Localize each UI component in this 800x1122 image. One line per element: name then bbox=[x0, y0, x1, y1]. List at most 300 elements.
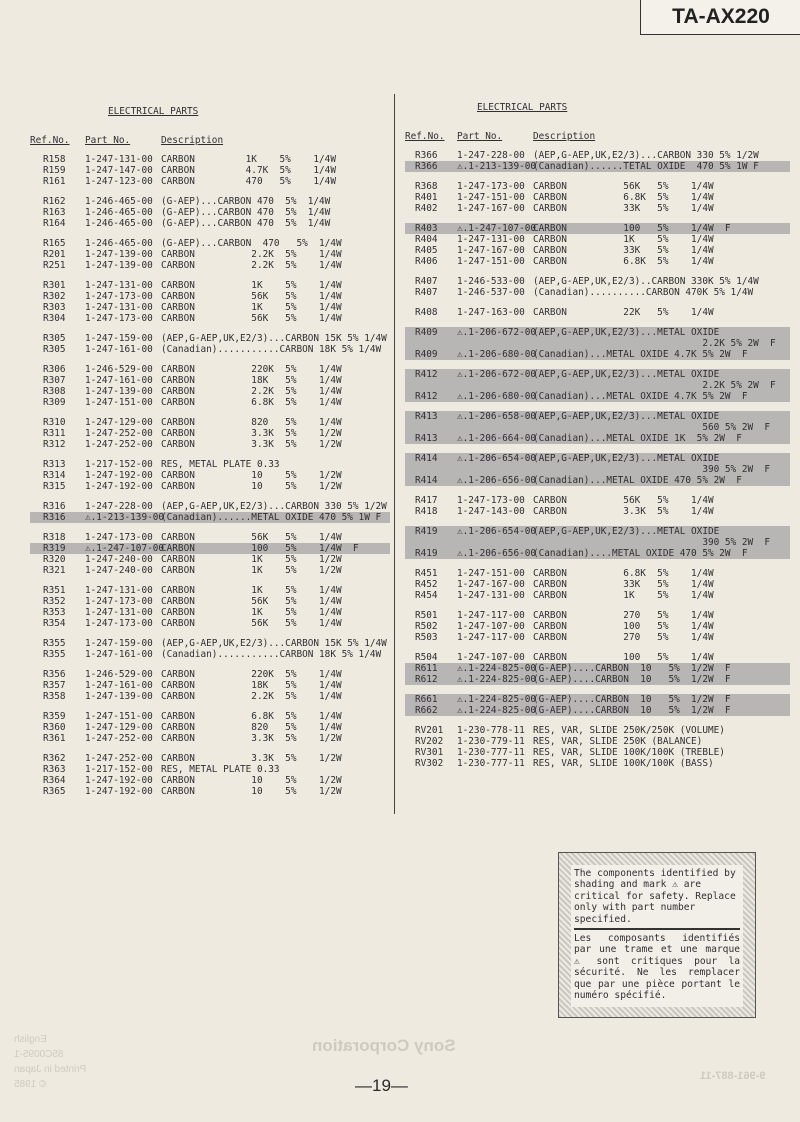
left-parts-column bbox=[30, 106, 390, 806]
parts-row bbox=[30, 501, 390, 512]
parts-row bbox=[30, 532, 390, 543]
part-number: 1-247-151-00 bbox=[85, 711, 153, 722]
part-description: CARBON 820 5% 1/4W bbox=[161, 722, 342, 733]
parts-row bbox=[405, 411, 790, 433]
part-number: 1-247-161-00 bbox=[85, 344, 153, 355]
parts-group bbox=[30, 333, 390, 355]
header-ref: Ref.No. bbox=[30, 135, 70, 146]
part-number: 1-247-167-00 bbox=[457, 579, 525, 590]
parts-row bbox=[405, 433, 790, 444]
parts-row bbox=[30, 280, 390, 291]
ref-number: R363 bbox=[43, 764, 66, 775]
ref-number: R352 bbox=[43, 596, 66, 607]
parts-row bbox=[405, 663, 790, 674]
parts-group bbox=[30, 753, 390, 797]
ref-number: RV202 bbox=[415, 736, 444, 747]
parts-row bbox=[30, 397, 390, 408]
ref-number: R503 bbox=[415, 632, 438, 643]
part-number: 1-247-240-00 bbox=[85, 554, 153, 565]
ref-number: R502 bbox=[415, 621, 438, 632]
part-description: CARBON 10 5% 1/2W bbox=[161, 775, 342, 786]
part-description: CARBON 22K 5% 1/4W bbox=[533, 307, 714, 318]
part-number: 1-247-173-00 bbox=[85, 618, 153, 629]
part-number: 1-247-131-00 bbox=[457, 234, 525, 245]
part-description: CARBON 2.2K 5% 1/4W bbox=[161, 386, 342, 397]
parts-row bbox=[30, 607, 390, 618]
bleed-through-printed: Printed in Japan bbox=[14, 1064, 87, 1075]
ref-number: R305 bbox=[43, 344, 66, 355]
part-description: CARBON 56K 5% 1/4W bbox=[161, 313, 342, 324]
part-description: RES, VAR, SLIDE 250K/250K (VOLUME) bbox=[533, 725, 725, 736]
ref-number: R312 bbox=[43, 439, 66, 450]
parts-row bbox=[30, 543, 390, 554]
parts-group bbox=[30, 501, 390, 523]
part-description: (Canadian)......TETAL OXIDE 470 5% 1W F bbox=[533, 161, 759, 172]
ref-number: R362 bbox=[43, 753, 66, 764]
ref-number: R162 bbox=[43, 196, 66, 207]
section-title: ELECTRICAL PARTS bbox=[477, 102, 568, 113]
safety-notice-english: The components identified by shading and mark ⚠ are critical for safety. Replace only with part number specified. bbox=[574, 868, 736, 925]
parts-row bbox=[30, 596, 390, 607]
ref-number: R308 bbox=[43, 386, 66, 397]
part-number: ⚠.1-224-825-00 bbox=[457, 663, 537, 674]
parts-group bbox=[30, 638, 390, 660]
ref-number: R356 bbox=[43, 669, 66, 680]
parts-row bbox=[30, 249, 390, 260]
part-number: 1-246-529-00 bbox=[85, 669, 153, 680]
ref-number: R159 bbox=[43, 165, 66, 176]
part-description: RES, METAL PLATE 0.33 bbox=[161, 764, 280, 775]
part-description: (AEP,G-AEP,UK,E2/3)...METAL OXIDE 390 5% 2W F bbox=[533, 526, 771, 548]
table-header bbox=[405, 131, 790, 142]
part-description: CARBON 100 5% 1/4W F bbox=[161, 543, 359, 554]
part-number: ⚠.1-224-825-00 bbox=[457, 674, 537, 685]
parts-row bbox=[30, 439, 390, 450]
ref-number: R504 bbox=[415, 652, 438, 663]
part-description: CARBON 10 5% 1/2W bbox=[161, 786, 342, 797]
parts-row bbox=[30, 764, 390, 775]
part-number: 1-246-533-00 bbox=[457, 276, 525, 287]
parts-group bbox=[405, 568, 790, 601]
parts-row bbox=[30, 481, 390, 492]
ref-number: R454 bbox=[415, 590, 438, 601]
part-number: 1-247-192-00 bbox=[85, 786, 153, 797]
part-number: 1-247-131-00 bbox=[85, 585, 153, 596]
ref-number: R413 bbox=[415, 411, 438, 422]
part-description: CARBON 470 5% 1/4W bbox=[161, 176, 336, 187]
parts-row bbox=[405, 725, 790, 736]
ref-number: R409 bbox=[415, 349, 438, 360]
ref-number: R201 bbox=[43, 249, 66, 260]
part-number: 1-247-240-00 bbox=[85, 565, 153, 576]
ref-number: R358 bbox=[43, 691, 66, 702]
parts-row bbox=[30, 554, 390, 565]
ref-number: R163 bbox=[43, 207, 66, 218]
part-description: CARBON 100 5% 1/4W bbox=[533, 652, 714, 663]
part-description: RES, VAR, SLIDE 250K (BALANCE) bbox=[533, 736, 703, 747]
parts-row bbox=[30, 711, 390, 722]
part-number: 1-247-252-00 bbox=[85, 753, 153, 764]
part-number: 1-247-131-00 bbox=[457, 590, 525, 601]
part-description: CARBON 1K 5% 1/4W bbox=[161, 302, 342, 313]
ref-number: RV302 bbox=[415, 758, 444, 769]
part-description: CARBON 6.8K 5% 1/4W bbox=[533, 256, 714, 267]
parts-row bbox=[405, 705, 790, 716]
ref-number: R316 bbox=[43, 501, 66, 512]
safety-notice-french: Les composants identifiés par une trame et une marque ⚠ sont critiques pour la sécurité. Ne les remplacer que par une pièce portant le numéro spécifié. bbox=[574, 928, 740, 1001]
part-number: 1-247-252-00 bbox=[85, 428, 153, 439]
bleed-through-lang: English bbox=[14, 1034, 47, 1045]
part-description: CARBON 1K 5% 1/2W bbox=[161, 554, 342, 565]
ref-number: R414 bbox=[415, 475, 438, 486]
ref-number: R365 bbox=[43, 786, 66, 797]
parts-row bbox=[30, 680, 390, 691]
ref-number: R302 bbox=[43, 291, 66, 302]
parts-row bbox=[30, 638, 390, 649]
part-number: 1-247-228-00 bbox=[85, 501, 153, 512]
parts-row bbox=[405, 349, 790, 360]
ref-number: R417 bbox=[415, 495, 438, 506]
parts-row bbox=[405, 694, 790, 705]
part-description: CARBON 270 5% 1/4W bbox=[533, 632, 714, 643]
ref-number: R314 bbox=[43, 470, 66, 481]
part-number: ⚠.1-206-680-00 bbox=[457, 391, 537, 402]
part-description: CARBON 3.3K 5% 1/2W bbox=[161, 753, 342, 764]
part-description: (Canadian)...........CARBON 18K 5% 1/4W bbox=[161, 649, 382, 660]
part-number: ⚠.1-213-139-00 bbox=[85, 512, 165, 523]
parts-row bbox=[30, 459, 390, 470]
part-number: 1-246-529-00 bbox=[85, 364, 153, 375]
part-number: ⚠.1-206-654-00 bbox=[457, 526, 537, 537]
part-number: 1-217-152-00 bbox=[85, 459, 153, 470]
table-header bbox=[30, 135, 390, 146]
part-number: 1-247-139-00 bbox=[85, 691, 153, 702]
ref-number: R361 bbox=[43, 733, 66, 744]
parts-group bbox=[30, 532, 390, 576]
ref-number: R407 bbox=[415, 287, 438, 298]
part-number: 1-247-139-00 bbox=[85, 386, 153, 397]
parts-row bbox=[405, 610, 790, 621]
part-number: 1-247-173-00 bbox=[457, 495, 525, 506]
parts-row bbox=[30, 260, 390, 271]
part-number: 1-247-117-00 bbox=[457, 610, 525, 621]
part-description: CARBON 1K 5% 1/4W bbox=[161, 280, 342, 291]
part-description: CARBON 33K 5% 1/4W bbox=[533, 579, 714, 590]
ref-number: R412 bbox=[415, 391, 438, 402]
part-description: CARBON 56K 5% 1/4W bbox=[533, 495, 714, 506]
ref-number: R305 bbox=[43, 333, 66, 344]
ref-number: R316 bbox=[43, 512, 66, 523]
parts-group bbox=[30, 459, 390, 492]
part-description: (AEP,G-AEP,UK,E2/3)...METAL OXIDE 560 5% 2W F bbox=[533, 411, 771, 433]
parts-row bbox=[405, 161, 790, 172]
part-number: 1-247-131-00 bbox=[85, 154, 153, 165]
ref-number: RV301 bbox=[415, 747, 444, 758]
parts-row bbox=[30, 512, 390, 523]
safety-notice-body bbox=[571, 865, 743, 1007]
parts-row bbox=[30, 649, 390, 660]
parts-group bbox=[30, 669, 390, 702]
parts-row bbox=[30, 386, 390, 397]
parts-group bbox=[30, 238, 390, 271]
parts-row bbox=[405, 181, 790, 192]
ref-number: R357 bbox=[43, 680, 66, 691]
part-description: CARBON 2.2K 5% 1/4W bbox=[161, 260, 342, 271]
part-number: 1-247-117-00 bbox=[457, 632, 525, 643]
part-description: CARBON 2.2K 5% 1/4W bbox=[161, 249, 342, 260]
ref-number: R319 bbox=[43, 543, 66, 554]
part-description: (Canadian)..........CARBON 470K 5% 1/4W bbox=[533, 287, 754, 298]
parts-group bbox=[405, 223, 790, 267]
part-number: 1-247-192-00 bbox=[85, 470, 153, 481]
part-number: 1-247-159-00 bbox=[85, 638, 153, 649]
parts-row bbox=[30, 722, 390, 733]
part-number: 1-247-167-00 bbox=[457, 245, 525, 256]
parts-row bbox=[405, 652, 790, 663]
part-description: CARBON 1K 5% 1/4W bbox=[161, 585, 342, 596]
parts-row bbox=[405, 391, 790, 402]
ref-number: R321 bbox=[43, 565, 66, 576]
parts-row bbox=[30, 364, 390, 375]
part-description: (G-AEP)....CARBON 10 5% 1/2W F bbox=[533, 705, 731, 716]
parts-row bbox=[405, 369, 790, 391]
part-number: 1-247-161-00 bbox=[85, 649, 153, 660]
part-number: 1-246-465-00 bbox=[85, 196, 153, 207]
header-description: Description bbox=[161, 135, 224, 146]
parts-group bbox=[405, 610, 790, 643]
ref-number: R353 bbox=[43, 607, 66, 618]
ref-number: R406 bbox=[415, 256, 438, 267]
parts-row bbox=[405, 245, 790, 256]
part-description: (Canadian)....METAL OXIDE 470 5% 2W F bbox=[533, 548, 748, 559]
part-number: 1-217-152-00 bbox=[85, 764, 153, 775]
ref-number: R407 bbox=[415, 276, 438, 287]
parts-group bbox=[405, 495, 790, 517]
ref-number: R366 bbox=[415, 150, 438, 161]
ref-number: R414 bbox=[415, 453, 438, 464]
part-number: 1-247-129-00 bbox=[85, 417, 153, 428]
parts-row bbox=[30, 565, 390, 576]
part-number: 1-230-778-11 bbox=[457, 725, 525, 736]
part-number: ⚠.1-247-107-00 bbox=[85, 543, 165, 554]
part-number: 1-247-173-00 bbox=[85, 291, 153, 302]
parts-row bbox=[405, 758, 790, 769]
parts-group bbox=[405, 369, 790, 402]
ref-number: R301 bbox=[43, 280, 66, 291]
part-number: 1-247-107-00 bbox=[457, 652, 525, 663]
parts-row bbox=[405, 327, 790, 349]
ref-number: R313 bbox=[43, 459, 66, 470]
part-description: CARBON 3.3K 5% 1/4W bbox=[533, 506, 714, 517]
part-number: 1-247-131-00 bbox=[85, 607, 153, 618]
part-description: CARBON 220K 5% 1/4W bbox=[161, 364, 342, 375]
ref-number: R354 bbox=[43, 618, 66, 629]
part-description: CARBON 3.3K 5% 1/2W bbox=[161, 428, 342, 439]
parts-row bbox=[30, 470, 390, 481]
part-number: ⚠.1-206-656-00 bbox=[457, 548, 537, 559]
part-description: CARBON 820 5% 1/4W bbox=[161, 417, 342, 428]
ref-number: R303 bbox=[43, 302, 66, 313]
parts-row bbox=[30, 218, 390, 229]
part-description: CARBON 18K 5% 1/4W bbox=[161, 375, 342, 386]
header-description: Description bbox=[533, 131, 596, 142]
part-number: 1-230-777-11 bbox=[457, 747, 525, 758]
ref-number: R401 bbox=[415, 192, 438, 203]
parts-row bbox=[405, 307, 790, 318]
parts-row bbox=[30, 333, 390, 344]
part-description: (Canadian)......METAL OXIDE 470 5% 1W F bbox=[161, 512, 382, 523]
parts-group bbox=[30, 364, 390, 408]
part-number: 1-246-465-00 bbox=[85, 218, 153, 229]
ref-number: R368 bbox=[415, 181, 438, 192]
column-divider bbox=[394, 94, 395, 814]
part-number: 1-247-151-00 bbox=[457, 256, 525, 267]
part-description: CARBON 100 5% 1/4W F bbox=[533, 223, 731, 234]
parts-row bbox=[405, 632, 790, 643]
parts-row bbox=[405, 747, 790, 758]
part-description: CARBON 1K 5% 1/2W bbox=[161, 565, 342, 576]
part-description: CARBON 56K 5% 1/4W bbox=[161, 532, 342, 543]
bleed-through-doc-number: 9-961-887-11 bbox=[700, 1070, 766, 1082]
part-description: CARBON 10 5% 1/2W bbox=[161, 481, 342, 492]
part-number: 1-230-779-11 bbox=[457, 736, 525, 747]
parts-row bbox=[30, 417, 390, 428]
part-number: 1-247-161-00 bbox=[85, 375, 153, 386]
ref-number: R661 bbox=[415, 694, 438, 705]
ref-number: R402 bbox=[415, 203, 438, 214]
part-description: CARBON 100 5% 1/4W bbox=[533, 621, 714, 632]
ref-number: R306 bbox=[43, 364, 66, 375]
ref-number: R408 bbox=[415, 307, 438, 318]
part-number: ⚠.1-206-656-00 bbox=[457, 475, 537, 486]
parts-row bbox=[405, 234, 790, 245]
parts-row bbox=[30, 154, 390, 165]
part-description: (Canadian)...........CARBON 18K 5% 1/4W bbox=[161, 344, 382, 355]
parts-row bbox=[30, 618, 390, 629]
part-description: CARBON 220K 5% 1/4W bbox=[161, 669, 342, 680]
parts-group bbox=[405, 725, 790, 769]
ref-number: R304 bbox=[43, 313, 66, 324]
parts-row bbox=[405, 736, 790, 747]
parts-row bbox=[30, 165, 390, 176]
part-number: 1-247-123-00 bbox=[85, 176, 153, 187]
ref-number: R662 bbox=[415, 705, 438, 716]
part-description: CARBON 56K 5% 1/4W bbox=[161, 291, 342, 302]
ref-number: R409 bbox=[415, 327, 438, 338]
part-number: 1-247-147-00 bbox=[85, 165, 153, 176]
part-description: CARBON 56K 5% 1/4W bbox=[533, 181, 714, 192]
part-description: CARBON 6.8K 5% 1/4W bbox=[533, 568, 714, 579]
part-description: CARBON 6.8K 5% 1/4W bbox=[533, 192, 714, 203]
part-number: 1-247-167-00 bbox=[457, 203, 525, 214]
part-description: CARBON 1K 5% 1/4W bbox=[533, 590, 714, 601]
parts-row bbox=[405, 548, 790, 559]
parts-row bbox=[405, 526, 790, 548]
part-number: 1-247-173-00 bbox=[457, 181, 525, 192]
part-number: ⚠.1-206-658-00 bbox=[457, 411, 537, 422]
part-number: 1-247-131-00 bbox=[85, 302, 153, 313]
part-number: 1-247-173-00 bbox=[85, 313, 153, 324]
parts-row bbox=[405, 223, 790, 234]
header-part: Part No. bbox=[457, 131, 503, 142]
part-number: 1-247-131-00 bbox=[85, 280, 153, 291]
ref-number: R309 bbox=[43, 397, 66, 408]
part-description: (Canadian)...METAL OXIDE 1K 5% 2W F bbox=[533, 433, 742, 444]
ref-number: R318 bbox=[43, 532, 66, 543]
parts-row bbox=[30, 786, 390, 797]
part-description: RES, VAR, SLIDE 100K/100K (BASS) bbox=[533, 758, 714, 769]
part-description: (AEP,G-AEP,UK,E2/3)...METAL OXIDE 2.2K 5% 2W F bbox=[533, 369, 776, 391]
parts-row bbox=[30, 585, 390, 596]
part-description: CARBON 1K 5% 1/4W bbox=[161, 154, 336, 165]
ref-number: R419 bbox=[415, 548, 438, 559]
parts-group bbox=[405, 694, 790, 716]
part-description: CARBON 270 5% 1/4W bbox=[533, 610, 714, 621]
part-number: 1-230-777-11 bbox=[457, 758, 525, 769]
ref-number: R612 bbox=[415, 674, 438, 685]
parts-group bbox=[405, 276, 790, 298]
part-description: CARBON 6.8K 5% 1/4W bbox=[161, 397, 342, 408]
part-number: 1-247-151-00 bbox=[457, 568, 525, 579]
ref-number: R315 bbox=[43, 481, 66, 492]
parts-group bbox=[405, 181, 790, 214]
header-ref: Ref.No. bbox=[405, 131, 445, 142]
parts-row bbox=[30, 313, 390, 324]
parts-row bbox=[405, 150, 790, 161]
parts-row bbox=[30, 691, 390, 702]
part-number: 1-247-192-00 bbox=[85, 481, 153, 492]
part-description: (G-AEP)...CARBON 470 5% 1/4W bbox=[161, 218, 331, 229]
part-description: (AEP,G-AEP,UK,E2/3)...CARBON 15K 5% 1/4W bbox=[161, 638, 387, 649]
parts-row bbox=[30, 291, 390, 302]
ref-number: R501 bbox=[415, 610, 438, 621]
parts-group bbox=[405, 652, 790, 685]
part-number: 1-247-173-00 bbox=[85, 532, 153, 543]
part-description: RES, VAR, SLIDE 100K/100K (TREBLE) bbox=[533, 747, 725, 758]
parts-group bbox=[405, 150, 790, 172]
ref-number: R452 bbox=[415, 579, 438, 590]
parts-row bbox=[405, 621, 790, 632]
ref-number: R364 bbox=[43, 775, 66, 786]
part-description: RES, METAL PLATE 0.33 bbox=[161, 459, 280, 470]
part-description: CARBON 4.7K 5% 1/4W bbox=[161, 165, 336, 176]
ref-number: R161 bbox=[43, 176, 66, 187]
ref-number: R355 bbox=[43, 638, 66, 649]
part-number: 1-247-163-00 bbox=[457, 307, 525, 318]
part-number: 1-247-192-00 bbox=[85, 775, 153, 786]
part-description: (G-AEP)....CARBON 10 5% 1/2W F bbox=[533, 694, 731, 705]
part-number: 1-247-159-00 bbox=[85, 333, 153, 344]
bleed-through-company: Sony Corporation bbox=[312, 1036, 456, 1055]
part-description: (AEP,G-AEP,UK,E2/3)...METAL OXIDE 2.2K 5% 2W F bbox=[533, 327, 776, 349]
part-number: 1-247-173-00 bbox=[85, 596, 153, 607]
ref-number: R405 bbox=[415, 245, 438, 256]
ref-number: R419 bbox=[415, 526, 438, 537]
parts-row bbox=[405, 590, 790, 601]
parts-group bbox=[405, 327, 790, 360]
ref-number: R251 bbox=[43, 260, 66, 271]
parts-row bbox=[405, 203, 790, 214]
part-number: 1-247-161-00 bbox=[85, 680, 153, 691]
parts-row bbox=[405, 287, 790, 298]
parts-row bbox=[30, 669, 390, 680]
part-description: CARBON 2.2K 5% 1/4W bbox=[161, 691, 342, 702]
ref-number: R164 bbox=[43, 218, 66, 229]
right-parts-column bbox=[405, 102, 790, 778]
part-number: ⚠.1-206-664-00 bbox=[457, 433, 537, 444]
part-number: 1-247-151-00 bbox=[85, 397, 153, 408]
parts-group bbox=[405, 526, 790, 559]
